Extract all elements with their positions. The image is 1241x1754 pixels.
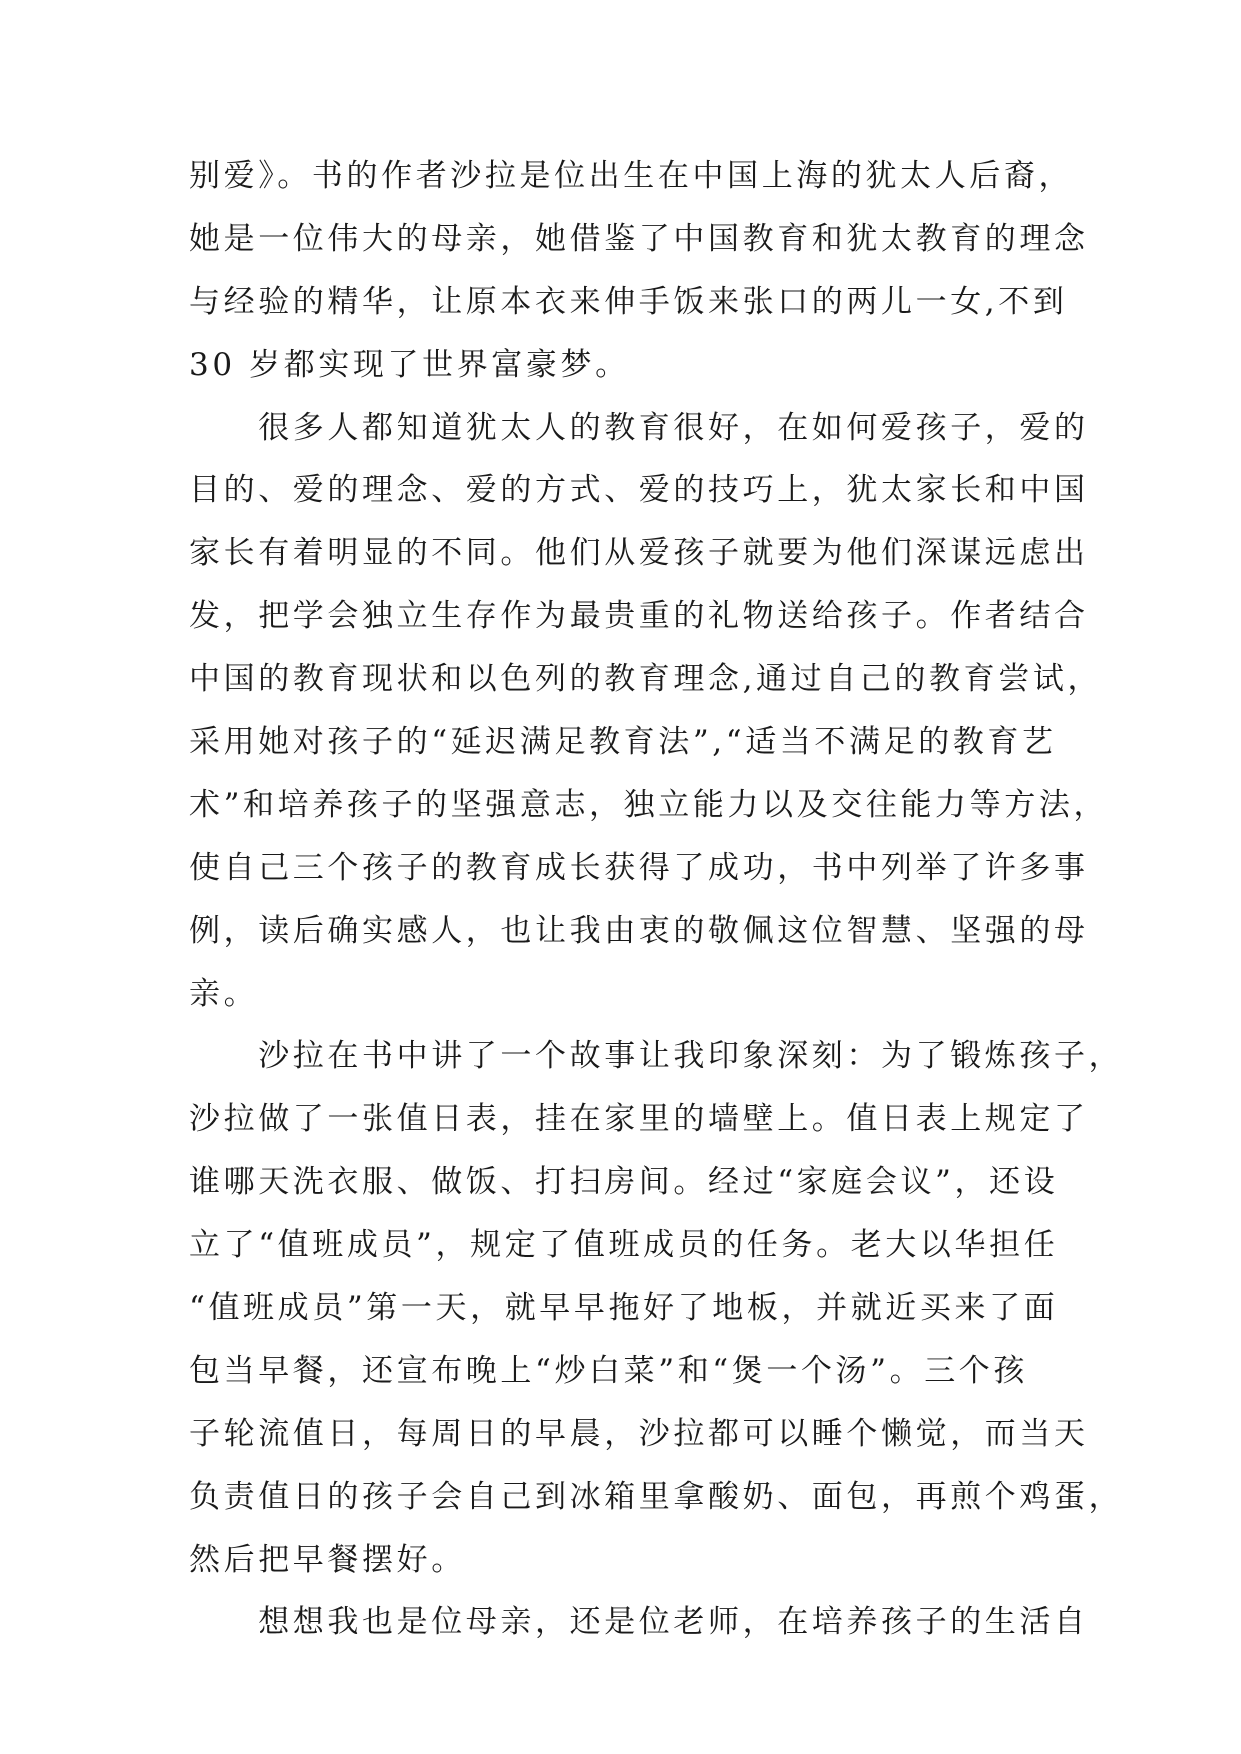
text-line: 立了“值班成员”，规定了值班成员的任务。老大以华担任 xyxy=(189,1227,1059,1264)
text-line: 然后把早餐摆好。 xyxy=(189,1541,466,1578)
text-line: “值班成员”第一天，就早早拖好了地板，并就近买来了面 xyxy=(189,1290,1059,1327)
text-line: 负责值日的孩子会自己到冰箱里拿酸奶、面包，再煎个鸡蛋， xyxy=(189,1478,1124,1515)
text-line: 术”和培养孩子的坚强意志，独立能力以及交往能力等方法， xyxy=(189,786,1109,823)
paragraph-start-line: 很多人都知道犹太人的教育很好，在如何爱孩子，爱的 xyxy=(189,409,1089,446)
text-line: 使自己三个孩子的教育成长获得了成功，书中列举了许多事 xyxy=(189,849,1089,886)
text-line: 发，把学会独立生存作为最贵重的礼物送给孩子。作者结合 xyxy=(189,598,1089,635)
text-line: 目的、爱的理念、爱的方式、爱的技巧上，犹太家长和中国 xyxy=(189,472,1089,509)
text-line: 别爱》。书的作者沙拉是位出生在中国上海的犹太人后裔， xyxy=(189,158,1074,194)
text-line: 采用她对孩子的“延迟满足教育法”,“适当不满足的教育艺 xyxy=(189,724,1057,761)
text-line: 与经验的精华，让原本衣来伸手饭来张口的两儿一女,不到 xyxy=(189,283,1068,320)
text-line: 包当早餐，还宣布晚上“炒白菜”和“煲一个汤”。三个孩 xyxy=(189,1352,1028,1389)
text-line: 她是一位伟大的母亲，她借鉴了中国教育和犹太教育的理念 xyxy=(189,220,1089,257)
text-line: 谁哪天洗衣服、做饭、打扫房间。经过“家庭会议”，还设 xyxy=(189,1164,1059,1201)
text-line: 中国的教育现状和以色列的教育理念,通过自己的教育尝试， xyxy=(189,661,1103,698)
text-line: 亲。 xyxy=(189,975,259,1012)
paragraph-start-line: 沙拉在书中讲了一个故事让我印象深刻：为了锻炼孩子， xyxy=(189,1038,1124,1075)
text-line: 家长有着明显的不同。他们从爱孩子就要为他们深谋远虑出 xyxy=(189,535,1089,572)
text-line: 沙拉做了一张值日表，挂在家里的墙壁上。值日表上规定了 xyxy=(189,1101,1089,1138)
text-line: 例，读后确实感人，也让我由衷的敬佩这位智慧、坚强的母 xyxy=(189,912,1089,949)
text-line: 30 岁都实现了世界富豪梦。 xyxy=(189,346,630,383)
text-line: 子轮流值日，每周日的早晨，沙拉都可以睡个懒觉，而当天 xyxy=(189,1415,1089,1452)
article-body xyxy=(189,145,1124,1654)
paragraph-start-line: 想想我也是位母亲，还是位老师，在培养孩子的生活自 xyxy=(189,1604,1089,1641)
